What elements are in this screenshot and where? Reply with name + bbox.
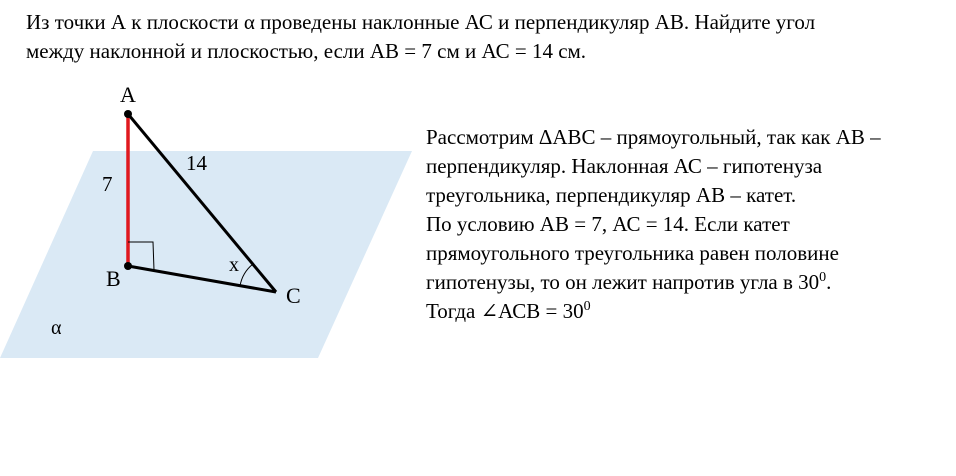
label-a: A	[120, 82, 136, 107]
degree-superscript: 0	[583, 299, 591, 314]
label-ac-length: 14	[186, 151, 207, 175]
solution-line-2: перпендикуляр. Наклонная АС – гипотенуза	[426, 154, 823, 178]
solution-line-7	[426, 297, 951, 326]
problem-line-2: между наклонной и плоскостью, если АВ = 7 см и АС = 14 см.	[26, 39, 587, 63]
label-c: C	[286, 283, 301, 308]
solution-line-5: прямоугольного треугольника равен половине	[426, 241, 839, 265]
degree-superscript: 0	[819, 270, 827, 285]
solution-line-7-text: Тогда ∠АСВ = 30	[426, 299, 584, 323]
geometry-figure	[0, 80, 420, 370]
solution-line-3: треугольника, перпендикуляр АВ – катет.	[426, 183, 797, 207]
solution-line-6-text: гипотенузы, то он лежит напротив угла в 30	[426, 270, 820, 294]
label-plane-alpha: α	[51, 317, 62, 339]
label-b: B	[106, 266, 121, 291]
plane-alpha	[0, 151, 412, 358]
point-b	[124, 262, 132, 270]
solution-line-6-end: .	[826, 270, 832, 294]
label-angle-x: x	[229, 254, 239, 276]
problem-statement	[26, 8, 946, 66]
point-a	[124, 110, 132, 118]
solution-line-6	[426, 268, 951, 297]
problem-line-1: Из точки А к плоскости α проведены наклонные АС и перпендикуляр АВ. Найдите угол	[26, 10, 816, 34]
solution-line-4: По условию АВ = 7, АС = 14. Если катет	[426, 212, 790, 236]
solution-line-1: Рассмотрим ΔАВС – прямоугольный, так как АВ –	[426, 125, 881, 149]
label-ab-length: 7	[102, 172, 113, 196]
solution-text	[426, 123, 951, 326]
